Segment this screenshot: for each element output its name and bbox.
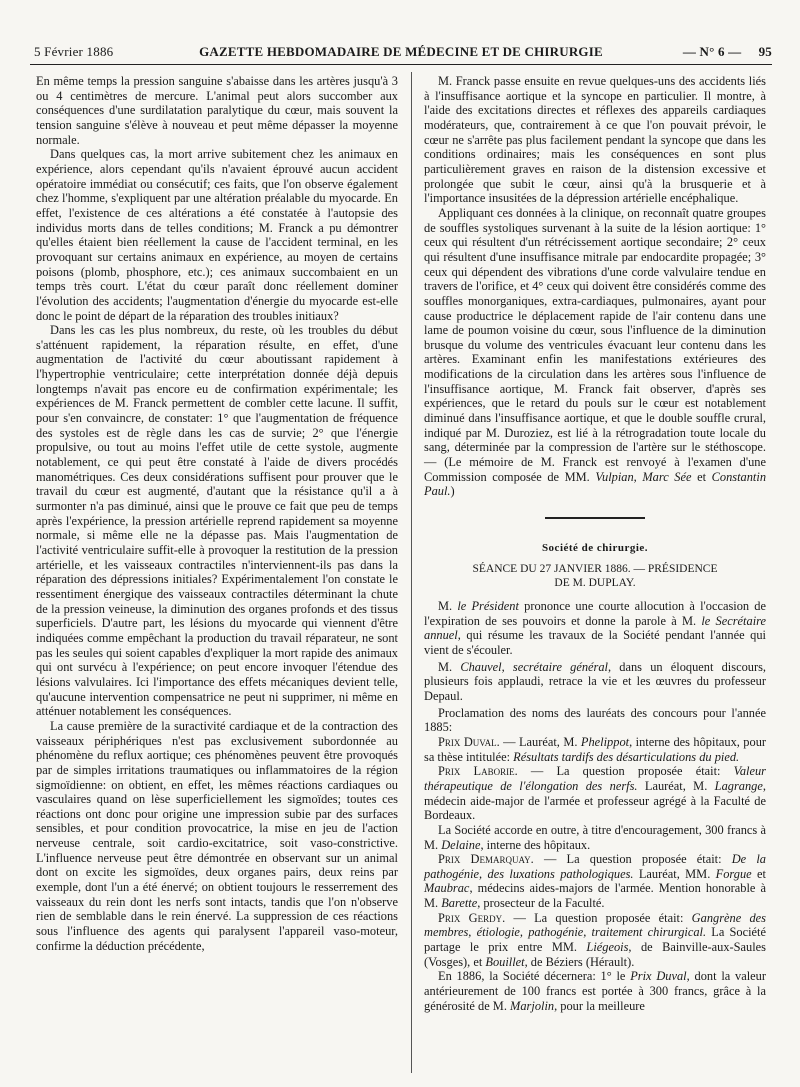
session-line: SÉANCE DU 27 JANVIER 1886. — PRÉSIDENCE [472,562,718,575]
paragraph: La cause première de la suractivité cardiaque et de la contraction des vaisseaux périphériques n'est pas exclusivement subordonnée au phénomène du reflux aortique; ces phénomènes peuvent être provoqués par de simples irritations traumatiques ou inflammatoires de la région sigmoïdienne: on obtient, en effet, les mêmes réactions cardiaques ou vasculaires quand on lèse superficiellement les sigmoïdes; toutes ces réactions ont donc pour origine une impression subie par des surfaces sensibles, et pour condition provocatrice, la mise en jeu de l'action nerveuse centrale, soit cardio-excitatrice, soit vaso-constrictive. L'influence nerveuse peut être démontrée en observant sur un animal dont on excite les sigmoïdes, deux organes pairs, deux reins par exemple, dont l'un a été énervé; on obtient toujours le resserrement des vaisseaux du rein dont les nerfs sont intacts, tandis que l'on n'observe rien de semblable dans le rein énervé. La suppression de ces réactions sous l'influence des agents qui paralysent l'appareil vaso-moteur, confirme la déduction précédente, [36,718,398,953]
issue-number: — N° 6 — [682,44,742,59]
paragraph [424,599,766,658]
right-column [424,74,766,1013]
text: , dans un éloquent discours, plusieurs fois applaudi, retrace la vie et les œuvres du professeur Depaul. [424,659,767,703]
paragraph [424,206,766,499]
paragraph: Dans les cas les plus nombreux, du reste, où les troubles du début s'atténuent rapidement, la réparation résulte, en effet, d'une augmentation de l'activité du cœur aboutissant rapidement à l'hypertrophie ventriculaire; cette interprétation donnée déjà depuis longtemps n'avait pas encore eu de confirmation expérimentale; les expériences de M. Franck permettent de combler cette lacune. Il suffit, pour s'en convaincre, de constater: 1° que l'augmentation de fréquence des systoles est de règle dans les cas de survie; 2° que l'énergie propulsive, ou tout au moins l'effet utile de cette systole, augmente notablement, ce qui peut être constaté à l'aide de divers procédés manométriques. Ces deux considérations suffisent pour prouver que le travail du cœur est augmenté, d'autant que la résistance qu'il a à surmonter n'a pas diminué, ainsi que le prouve ce fait que peu de temps après l'expérience, la pression artérielle reprend rapidement sa moyenne normale, si même elle ne la dépasse pas. Mais l'augmentation de l'activité ventriculaire suffit-elle à provoquer la restitution de la pression artérielle, et les vaisseaux contractiles n'interviennent-ils pas dans la réparation des dépressions initiales? Expérimentalement l'on constate le ressentiment énergique des vaisseaux contractiles déterminant la chute de la pression veineuse, la diminution des organes profonds et des tissus superficiels. D'autre part, les lésions du myocarde qui viennent d'être indiquées comme empêchant la production du travail réparateur, ne sont pas les seules qui soient capables d'expliquer la mort rapide des animaux qui ont survécu à l'expérience; on peut encore invoquer l'étendue des lésions valvulaires. Ici l'importance des effets mécaniques devient telle, qu'aucune intervention compensatrice ne peut ni supprimer, ni même en atténuer notablement les conséquences. [36,323,398,719]
person-name: Phelippot [580,734,630,749]
commission-last-name: Constantin Paul. [424,469,767,499]
person-name: Bouillet [485,954,525,969]
person-name: Chauvel, secrétaire général [460,659,609,674]
person-name: Forgue [715,866,752,881]
role-name: le Président [457,599,519,613]
paragraph: M. Franck passe ensuite en revue quelques-uns des accidents liés à l'insuffisance aortique et la syncope en particulier. Il montre, à l'aide des excitations directes et réflexes des appareils cardiaques modérateurs, que, contrairement à ce que l'on pouvait prévoir, le cœur ne s'arrête pas plus facilement pendant la syncope que dans les conditions ordinaires; mais les conséquences en sont plus particulièrement graves en raison de la distension excessive et prolongée que subit le cœur, ainsi qu'à la brusquerie et à l'importance insusitées de la dépression artérielle encéphalique. [424,74,766,206]
person-name: Delaine [441,837,481,852]
text: — La question proposée était: [505,910,692,925]
header-rule [30,64,772,65]
text: , de Bainville-aux-Saules (Vosges), et [424,940,766,969]
paragraph-text: Appliquant ces données à la clinique, on reconnaît quatre groupes de souffles systoliques survenant à la suite de la lésion aortique: 1° ceux qui résultent d'un rétrécissement aortique secondaire; 2° ceux qui résultent d'une insuffisance mitrale par endocardite propagée; 3° ceux qui dépendent des vibrations d'une corde valvulaire tendue en travers de l'orifice, et 4° ceux qui doivent être considérés comme des souffles monorganiques, extra-cardiaques, pulmonaires, ayant pour cause productrice le déplacement rapide de l'air contenu dans une lame de poumon voisine du cœur, sous l'influence de la diminution brusque du volume des ventricules évacuant leur contenu dans les artères. Examinant enfin les manifestations extérieures des modifications de la circulation dans les artères sous l'influence de l'insuffisance aortique, M. Franck fait observer, d'après ses expériences, que le retard du pouls sur le cœur est notablement diminué dans l'insuffisance aortique, et que le double souffle crural, indiqué par M. Duroziez, est lié à la rétrogradation toute locale du sang, déterminée par la compression de l'artère sur le stéthoscope. — (Le mémoire de M. Franck est renvoyé à l'examen d'une Commission composée de MM. [424,205,766,484]
prize-name: Prix Demarquay. [438,852,534,867]
section-title: Société de chirurgie. [541,542,649,555]
person-name: Marjolin [510,998,555,1013]
text: , interne des hôpitaux. [480,837,591,852]
section-separator [545,517,645,519]
text: et [751,866,766,881]
text: Lauréat, M. [637,778,715,793]
prize-name: Prix Laborie. [438,764,518,779]
person-name: Lagrange [714,778,763,793]
prize-paragraph [424,735,766,764]
text: La Société accorde en outre, à titre d'encouragement, 300 francs à M. [424,822,766,852]
left-column [36,74,398,953]
paragraph [424,823,766,852]
text: Lauréat, MM. [633,866,716,881]
text: En 1886, la Société décernera: 1° le [438,969,631,984]
issue-and-page [683,44,772,60]
paragraph [424,969,766,1013]
conjunction: et [691,469,712,484]
prize-name: Prix Duval [630,969,687,984]
role-name: le Secrétaire annuel [424,613,766,643]
session-line: DE M. DUPLAY. [554,577,636,590]
text: M. [438,659,461,674]
session-heading [424,562,766,591]
person-name: Maubrac [424,881,470,896]
prize-paragraph [424,764,766,823]
person-name: Barette [441,896,478,911]
paragraph [424,660,766,704]
text: , dont la valeur antérieurement de 100 francs est portée à 300 francs, grâce à la générosité de M. [424,969,766,1013]
page-number: 95 [758,44,772,59]
text: M. [438,599,458,613]
text: , pour la meilleure [554,998,645,1013]
prize-name: Prix Duval. [438,734,500,749]
commission-names: Vulpian, Marc Sée [595,469,692,484]
prize-paragraph [424,852,766,911]
question-title: De la pathogénie, des luxations pathologiques. [424,852,766,881]
column-divider [411,72,412,1073]
question-title: Gangrène des membres, étiologie, pathogénie, traitement chirurgical. [424,910,766,940]
thesis-title: Résultats tardifs des désarticulations du pied. [513,749,740,764]
text: — Lauréat, M. [499,734,581,749]
text: , qui résume les travaux de la Société pendant l'année qui vient de s'écouler. [424,628,766,657]
text: , médecin aide-major de l'armée et professeur agrégé à la Faculté de Bordeaux. [424,778,766,823]
paragraph: En même temps la pression sanguine s'abaisse dans les artères jusqu'à 3 ou 4 centimètres de mercure. L'animal peut alors succomber aux conséquences d'une surdilatation paralytique du cœur, mais souvent la tension sanguine s'élève à nouveau et peut même dépasser la moyenne normale. [36,74,398,147]
text: — La question proposée était: [533,852,732,867]
paragraph: Dans quelques cas, la mort arrive subitement chez les animaux en expérience, alors cependant qu'ils n'avaient éprouvé aucun accident opératoire immédiat ou consécutif; ces faits, que l'on observe également chez l'homme, s'expliquent par une altération préalable du myocarde. En effet, l'existence de ces altérations a été constatée à l'autopsie des individus morts dans de telles conditions; M. Franck a pu démontrer qu'elles étaient bien réellement la cause de l'accident terminal, en les provoquant sur certains animaux en expérience, au moyen de certains poisons (plomb, phosphore, etc.); ces animaux succombaient en un temps très court. L'état du cœur paraît donc réellement dominer l'évolution des accidents; l'augmentation d'énergie du myocarde est-elle donc le point de départ de la réparation des troubles initiaux? [36,147,398,323]
text: La Société partage le prix entre MM. [424,925,766,955]
journal-title: GAZETTE HEBDOMADAIRE DE MÉDECINE ET DE CHIRURGIE [199,44,603,59]
page-header [30,44,772,64]
text: — La question proposée était: [517,764,734,779]
text: , médecins aides-majors de l'armée. Mention honorable à M. [424,881,766,911]
text: , de Béziers (Hérault). [524,954,635,969]
text: , interne des hôpitaux, pour sa thèse intitulée: [424,734,767,764]
prize-name: Prix Gerdy. [438,910,506,925]
prize-paragraph [424,911,766,970]
closing-paren: ) [450,484,455,499]
text: prononce une courte allocution à l'occasion de l'expiration de ses pouvoirs et donne la parole à M. [424,599,766,628]
issue-date: 5 Février 1886 [34,44,114,59]
question-title: Valeur thérapeutique de l'élongation des nerfs. [424,764,767,793]
person-name: Liégeois [586,940,629,955]
paragraph: Proclamation des noms des lauréats des concours pour l'année 1885: [424,705,766,735]
text: , prosecteur de la Faculté. [477,896,605,911]
